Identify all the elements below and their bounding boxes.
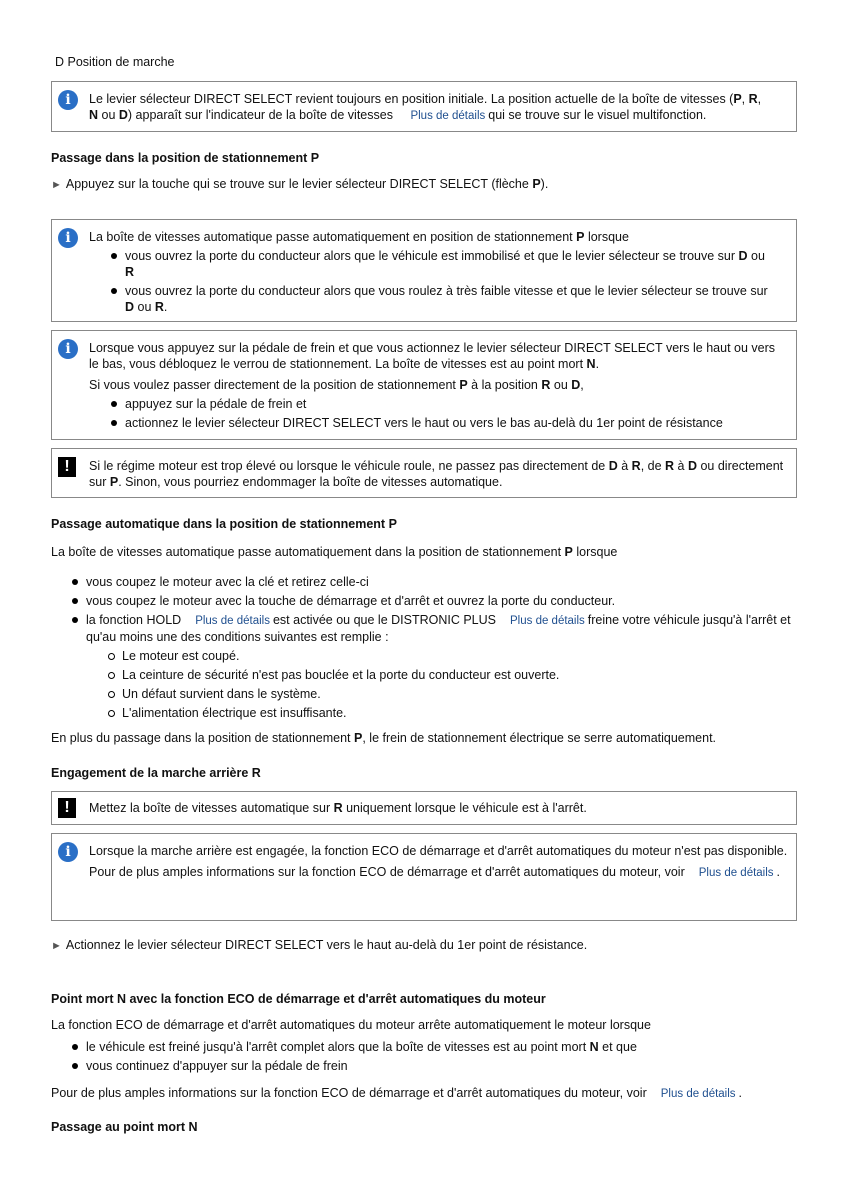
sub-list-item: Un défaut survient dans le système. [106, 686, 792, 702]
list-item: vous coupez le moteur avec la touche de démarrage et d'arrêt et ouvrez la porte du conducteur. [70, 593, 792, 609]
paragraph: En plus du passage dans la position de stationnement P, le frein de stationnement électrique se serre automatiquement. [51, 731, 717, 745]
sub-list-item: L'alimentation électrique est insuffisante. [106, 705, 792, 721]
warning-note-reverse: ! Mettez la boîte de vitesses automatique sur R uniquement lorsque le véhicule est à l'arrêt. [51, 791, 797, 825]
paragraph: La fonction ECO de démarrage et d'arrêt automatiques du moteur arrête automatiquement le moteur lorsque [51, 1018, 651, 1032]
info-icon: i [58, 228, 78, 248]
info-icon: i [58, 90, 78, 110]
list-item: vous ouvrez la porte du conducteur alors que le véhicule est immobilisé et que le levier sélecteur se trouve sur D ou R [109, 248, 788, 280]
info-note-eco: i Lorsque la marche arrière est engagée, la fonction ECO de démarrage et d'arrêt automatiques du moteur n'est pas disponible. Pour de plus amples informations sur la fonction ECO de démarrage et d'arrêt automatiques du moteur, voir Plus de détails . [51, 833, 797, 921]
section-heading: Passage au point mort N [51, 1120, 198, 1134]
section-heading: Engagement de la marche arrière R [51, 766, 261, 780]
paragraph: La boîte de vitesses automatique passe automatiquement dans la position de stationnement P lorsque [51, 545, 618, 559]
info-icon: i [58, 339, 78, 359]
paragraph: Pour de plus amples informations sur la fonction ECO de démarrage et d'arrêt automatiques du moteur, voir Plus de détails . [51, 1086, 743, 1100]
list-item: actionnez le levier sélecteur DIRECT SELECT vers le haut ou vers le bas au-delà du 1er point de résistance [109, 415, 788, 431]
info-note-gear-indicator [51, 81, 797, 132]
warning-note-shift: ! Si le régime moteur est trop élevé ou lorsque le véhicule roule, ne passez pas directement de D à R, de R à D ou directement sur P. Sinon, vous pourriez endommager la boîte de vitesses automatique. [51, 448, 797, 498]
section-heading: Point mort N avec la fonction ECO de démarrage et d'arrêt automatiques du moteur [51, 992, 546, 1006]
more-details-link[interactable]: Plus de détails [698, 867, 774, 879]
page-header: D Position de marche [55, 55, 175, 69]
list-item: vous continuez d'appuyer sur la pédale de frein [70, 1058, 792, 1074]
sub-list-item: Le moteur est coupé. [106, 648, 792, 664]
more-details-link[interactable]: Plus de détails [660, 1088, 736, 1100]
more-details-link[interactable]: Plus de détails [410, 110, 486, 122]
list-item: le véhicule est freiné jusqu'à l'arrêt complet alors que la boîte de vitesses est au point mort N et que [70, 1039, 792, 1055]
info-icon: i [58, 842, 78, 862]
list-item: vous ouvrez la porte du conducteur alors que vous roulez à très faible vitesse et que le levier sélecteur se trouve sur D ou R. [109, 283, 788, 315]
instruction-step: ► Actionnez le levier sélecteur DIRECT SELECT vers le haut au-delà du 1er point de résistance. [51, 938, 588, 952]
warning-icon: ! [58, 798, 76, 818]
warning-icon: ! [58, 457, 76, 477]
instruction-step: ► Appuyez sur la touche qui se trouve sur le levier sélecteur DIRECT SELECT (flèche P). [51, 177, 549, 191]
list-item: appuyez sur la pédale de frein et [109, 396, 788, 412]
bullet-list [70, 1036, 792, 1074]
list-item: vous coupez le moteur avec la clé et retirez celle-ci [70, 574, 792, 590]
section-heading: Passage automatique dans la position de stationnement P [51, 517, 397, 531]
more-details-link[interactable]: Plus de détails [510, 615, 585, 627]
list-item: la fonction HOLD Plus de détails est activée ou que le DISTRONIC PLUS Plus de détails freine votre véhicule jusqu'à l'arrêt et qu'au moins une des conditions suivantes est remplie : Le moteur est coupé. La ceinture de sécurité n'est pas bouclée et la porte du conducteur est ouverte. Un défaut survient dans le système. L'alimentation électrique est insuffisante. [70, 612, 792, 721]
info-note-auto-park: i La boîte de vitesses automatique passe automatiquement en position de stationnement P lorsque vous ouvrez la porte du conducteur alors que le véhicule est immobilisé et que le levier sélecteur se trouve sur D ou R vous ouvrez la porte du conducteur alors que vous roulez à très faible vitesse et que le levier sélecteur se trouve sur D ou R. [51, 219, 797, 322]
more-details-link[interactable]: Plus de détails [195, 615, 270, 627]
info-note-brake-unlock: i Lorsque vous appuyez sur la pédale de frein et que vous actionnez le levier sélecteur DIRECT SELECT vers le haut ou vers le bas, vous débloquez le verrou de stationnement. La boîte de vitesses est au point mort N. Si vous voulez passer directement de la position de stationnement P à la position R ou D, appuyez sur la pédale de frein et actionnez le levier sélecteur DIRECT SELECT vers le haut ou vers le bas au-delà du 1er point de résistance [51, 330, 797, 440]
arrow-right-icon: ► [51, 179, 62, 191]
arrow-right-icon: ► [51, 940, 62, 952]
sub-list-item: La ceinture de sécurité n'est pas bouclée et la porte du conducteur est ouverte. [106, 667, 792, 683]
section-heading: Passage dans la position de stationnement P [51, 151, 320, 165]
bullet-list [70, 571, 792, 721]
note-text: Le levier sélecteur DIRECT SELECT revient toujours en position initiale. La position actuelle de la boîte de vitesses (P, R, N ou D) apparaît sur l'indicateur de la boîte de vitesses Plus de détails qui se trouve sur le visuel multifonction. [89, 92, 762, 122]
